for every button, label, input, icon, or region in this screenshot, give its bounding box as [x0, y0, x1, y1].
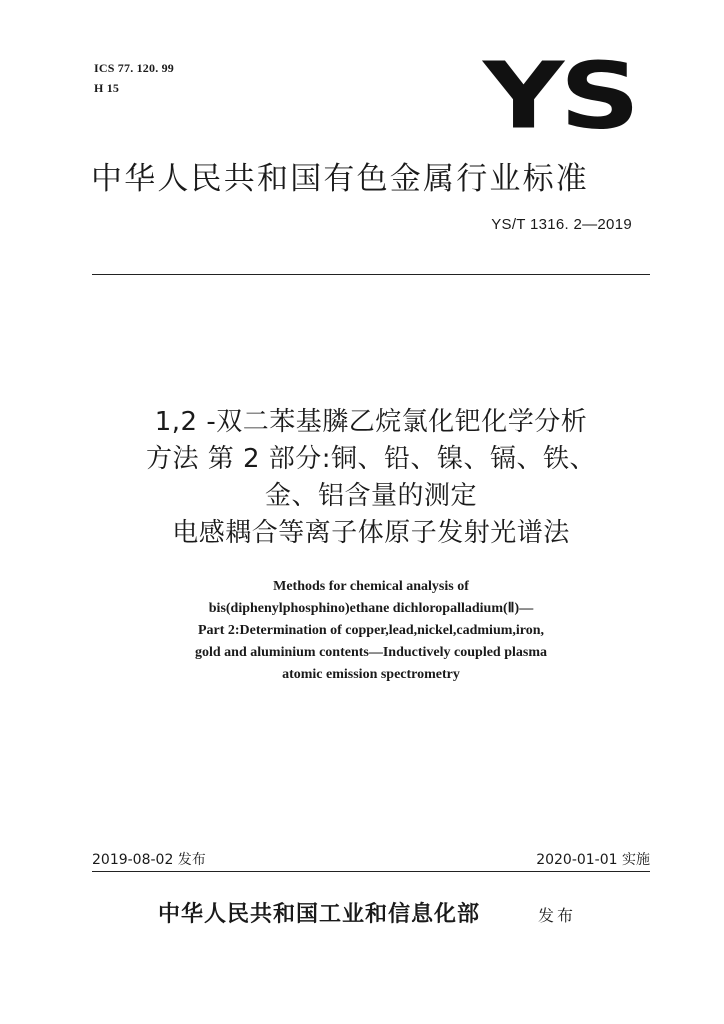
- publish-date: 2019-08-02 发布: [92, 852, 206, 868]
- standard-body-title: 中华人民共和国有色金属行业标准: [91, 161, 589, 197]
- ys-logo: YS: [483, 41, 636, 150]
- english-title-line-2: bis(diphenylphosphino)ethane dichloropalladium(Ⅱ)—: [208, 601, 534, 616]
- bottom-divider: [92, 871, 650, 872]
- top-divider: [92, 274, 650, 275]
- issue-label: 发布: [538, 906, 577, 925]
- standard-number: YS/T 1316. 2—2019: [491, 216, 632, 233]
- publisher-name: 中华人民共和国工业和信息化部: [158, 901, 481, 927]
- english-title-line-4: gold and aluminium contents—Inductively coupled plasma: [194, 645, 547, 660]
- english-title-line-1: Methods for chemical analysis of: [273, 579, 469, 594]
- classification-codes: [94, 58, 174, 98]
- chinese-title: [92, 404, 650, 552]
- ics-code: ICS 77. 120. 99: [94, 61, 175, 75]
- english-title: [92, 576, 650, 686]
- english-title-line-3: Part 2:Determination of copper,lead,nickel,cadmium,iron,: [197, 623, 545, 638]
- chinese-title-line-1: 1,2 -双二苯基膦乙烷氯化钯化学分析: [154, 407, 588, 437]
- chinese-title-line-4: 电感耦合等离子体原子发射光谱法: [172, 518, 570, 548]
- chinese-title-line-2: 方法 第 2 部分:铜、铅、镍、镉、铁、: [145, 444, 597, 474]
- chinese-title-line-3: 金、铝含量的测定: [264, 481, 477, 511]
- ccs-code: H 15: [94, 81, 120, 95]
- english-title-line-5: atomic emission spectrometry: [282, 667, 460, 682]
- implement-date: 2020-01-01 实施: [536, 852, 650, 868]
